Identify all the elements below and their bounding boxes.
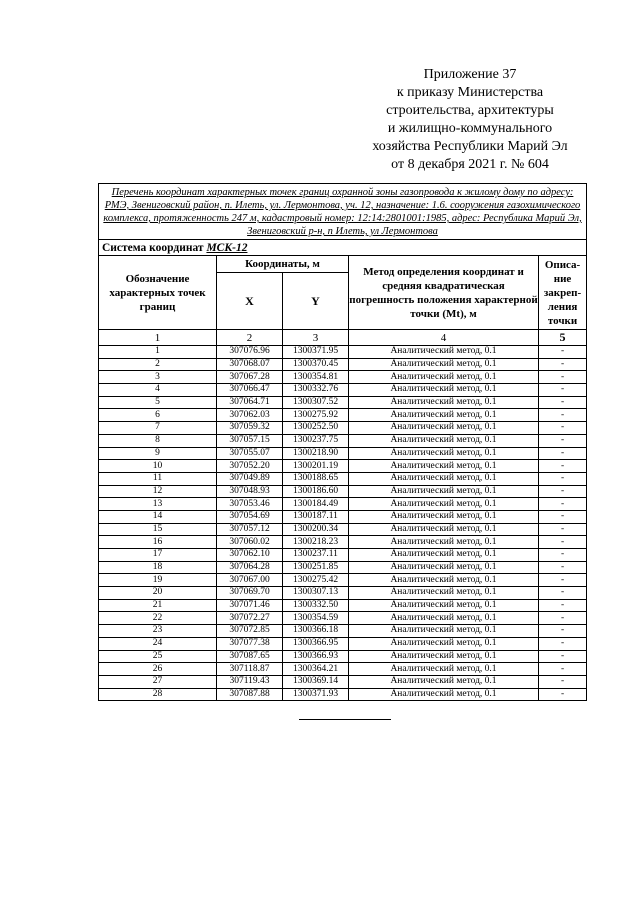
y-coordinate-cell: 1300251.85 xyxy=(283,561,349,574)
method-cell: Аналитический метод, 0.1 xyxy=(349,472,539,485)
column-number: 5 xyxy=(539,330,587,346)
table-row xyxy=(99,574,587,587)
x-coordinate-cell: 307066.47 xyxy=(217,384,283,397)
point-number-cell: 11 xyxy=(99,472,217,485)
coordinate-system-label: Система координат xyxy=(102,241,204,254)
x-coordinate-cell: 307057.12 xyxy=(217,523,283,536)
point-number-cell: 5 xyxy=(99,396,217,409)
table-row xyxy=(99,587,587,600)
method-cell: Аналитический метод, 0.1 xyxy=(349,346,539,359)
table-row xyxy=(99,536,587,549)
coordinate-system-name: МСК-12 xyxy=(206,241,248,254)
table-row xyxy=(99,409,587,422)
description-cell: - xyxy=(539,675,587,688)
description-cell: - xyxy=(539,561,587,574)
table-row xyxy=(99,523,587,536)
table-row xyxy=(99,561,587,574)
method-cell: Аналитический метод, 0.1 xyxy=(349,536,539,549)
y-coordinate-cell: 1300354.81 xyxy=(283,371,349,384)
method-cell: Аналитический метод, 0.1 xyxy=(349,485,539,498)
point-number-cell: 10 xyxy=(99,460,217,473)
header-description: Описа-ние закреп-ления точки xyxy=(539,256,587,330)
description-cell: - xyxy=(539,510,587,523)
description-cell: - xyxy=(539,536,587,549)
y-coordinate-cell: 1300364.21 xyxy=(283,663,349,676)
table-row xyxy=(99,447,587,460)
method-cell: Аналитический метод, 0.1 xyxy=(349,409,539,422)
point-number-cell: 8 xyxy=(99,434,217,447)
point-number-cell: 14 xyxy=(99,510,217,523)
table-row xyxy=(99,346,587,359)
separator-line xyxy=(299,719,391,720)
table-row xyxy=(99,422,587,435)
table-row xyxy=(99,599,587,612)
table-row xyxy=(99,688,587,701)
header-point: Обозначение характерных точек границ xyxy=(99,256,217,330)
header-coords: Координаты, м xyxy=(217,256,349,273)
table-row xyxy=(99,384,587,397)
description-cell: - xyxy=(539,358,587,371)
description-cell: - xyxy=(539,549,587,562)
y-coordinate-cell: 1300371.93 xyxy=(283,688,349,701)
appendix-line: хозяйства Республики Марий Эл xyxy=(372,139,568,154)
method-cell: Аналитический метод, 0.1 xyxy=(349,549,539,562)
x-coordinate-cell: 307055.07 xyxy=(217,447,283,460)
method-cell: Аналитический метод, 0.1 xyxy=(349,663,539,676)
x-coordinate-cell: 307049.89 xyxy=(217,472,283,485)
point-number-cell: 18 xyxy=(99,561,217,574)
table-row xyxy=(99,498,587,511)
point-number-cell: 6 xyxy=(99,409,217,422)
x-coordinate-cell: 307060.02 xyxy=(217,536,283,549)
point-number-cell: 28 xyxy=(99,688,217,701)
y-coordinate-cell: 1300366.95 xyxy=(283,637,349,650)
y-coordinate-cell: 1300186.60 xyxy=(283,485,349,498)
x-coordinate-cell: 307087.88 xyxy=(217,688,283,701)
point-number-cell: 3 xyxy=(99,371,217,384)
y-coordinate-cell: 1300237.75 xyxy=(283,434,349,447)
x-coordinate-cell: 307062.03 xyxy=(217,409,283,422)
method-cell: Аналитический метод, 0.1 xyxy=(349,650,539,663)
description-cell: - xyxy=(539,422,587,435)
column-number: 4 xyxy=(349,330,539,346)
point-number-cell: 15 xyxy=(99,523,217,536)
appendix-line: строительства, архитектуры xyxy=(386,103,554,118)
description-cell: - xyxy=(539,625,587,638)
table-row xyxy=(99,625,587,638)
description-cell: - xyxy=(539,384,587,397)
description-cell: - xyxy=(539,485,587,498)
y-coordinate-cell: 1300366.18 xyxy=(283,625,349,638)
x-coordinate-cell: 307068.07 xyxy=(217,358,283,371)
header-y: Y xyxy=(283,273,349,330)
y-coordinate-cell: 1300184.49 xyxy=(283,498,349,511)
y-coordinate-cell: 1300237.11 xyxy=(283,549,349,562)
x-coordinate-cell: 307076.96 xyxy=(217,346,283,359)
description-cell: - xyxy=(539,599,587,612)
table-row xyxy=(99,485,587,498)
description-cell: - xyxy=(539,650,587,663)
method-cell: Аналитический метод, 0.1 xyxy=(349,688,539,701)
method-cell: Аналитический метод, 0.1 xyxy=(349,637,539,650)
method-cell: Аналитический метод, 0.1 xyxy=(349,358,539,371)
method-cell: Аналитический метод, 0.1 xyxy=(349,498,539,511)
appendix-header xyxy=(340,66,600,174)
table-row xyxy=(99,549,587,562)
table-caption: Перечень координат характерных точек границ охранной зоны газопровода к жилому дому по адресу: РМЭ, Звениговский район, п. Илеть, ул. Лермонтова, уч. 12, назначение: 1.6. сооружения газохимического комплекса, протяженность 247 м, кадастровый номер: 12:14:2801001:1985, адрес: Республика Марий Эл, Звениговский р-н, п Илеть, ул Лермонтова xyxy=(99,184,587,240)
description-cell: - xyxy=(539,523,587,536)
appendix-line: к приказу Министерства xyxy=(396,85,544,100)
method-cell: Аналитический метод, 0.1 xyxy=(349,447,539,460)
table-row xyxy=(99,675,587,688)
table-row xyxy=(99,358,587,371)
point-number-cell: 16 xyxy=(99,536,217,549)
point-number-cell: 26 xyxy=(99,663,217,676)
table-row xyxy=(99,460,587,473)
method-cell: Аналитический метод, 0.1 xyxy=(349,561,539,574)
coordinates-table xyxy=(98,183,587,701)
x-coordinate-cell: 307118.87 xyxy=(217,663,283,676)
table-body xyxy=(99,346,587,701)
y-coordinate-cell: 1300370.45 xyxy=(283,358,349,371)
method-cell: Аналитический метод, 0.1 xyxy=(349,523,539,536)
appendix-line: Приложение 37 xyxy=(423,67,517,82)
point-number-cell: 20 xyxy=(99,587,217,600)
point-number-cell: 13 xyxy=(99,498,217,511)
description-cell: - xyxy=(539,371,587,384)
x-coordinate-cell: 307087.65 xyxy=(217,650,283,663)
point-number-cell: 1 xyxy=(99,346,217,359)
method-cell: Аналитический метод, 0.1 xyxy=(349,574,539,587)
x-coordinate-cell: 307053.46 xyxy=(217,498,283,511)
y-coordinate-cell: 1300252.50 xyxy=(283,422,349,435)
x-coordinate-cell: 307069.70 xyxy=(217,587,283,600)
coordinate-system xyxy=(99,240,587,256)
appendix-line: от 8 декабря 2021 г. № 604 xyxy=(391,157,549,172)
description-cell: - xyxy=(539,612,587,625)
point-number-cell: 4 xyxy=(99,384,217,397)
point-number-cell: 2 xyxy=(99,358,217,371)
point-number-cell: 12 xyxy=(99,485,217,498)
method-cell: Аналитический метод, 0.1 xyxy=(349,599,539,612)
x-coordinate-cell: 307062.10 xyxy=(217,549,283,562)
method-cell: Аналитический метод, 0.1 xyxy=(349,460,539,473)
table-row xyxy=(99,650,587,663)
description-cell: - xyxy=(539,587,587,600)
x-coordinate-cell: 307077.38 xyxy=(217,637,283,650)
x-coordinate-cell: 307071.46 xyxy=(217,599,283,612)
y-coordinate-cell: 1300218.23 xyxy=(283,536,349,549)
y-coordinate-cell: 1300201.19 xyxy=(283,460,349,473)
description-cell: - xyxy=(539,688,587,701)
point-number-cell: 23 xyxy=(99,625,217,638)
method-cell: Аналитический метод, 0.1 xyxy=(349,396,539,409)
method-cell: Аналитический метод, 0.1 xyxy=(349,422,539,435)
x-coordinate-cell: 307072.27 xyxy=(217,612,283,625)
y-coordinate-cell: 1300307.13 xyxy=(283,587,349,600)
y-coordinate-cell: 1300307.52 xyxy=(283,396,349,409)
column-number: 1 xyxy=(99,330,217,346)
description-cell: - xyxy=(539,346,587,359)
x-coordinate-cell: 307057.15 xyxy=(217,434,283,447)
y-coordinate-cell: 1300332.76 xyxy=(283,384,349,397)
table-row xyxy=(99,612,587,625)
point-number-cell: 24 xyxy=(99,637,217,650)
point-number-cell: 22 xyxy=(99,612,217,625)
table-row xyxy=(99,396,587,409)
description-cell: - xyxy=(539,498,587,511)
x-coordinate-cell: 307072.85 xyxy=(217,625,283,638)
description-cell: - xyxy=(539,637,587,650)
description-cell: - xyxy=(539,574,587,587)
method-cell: Аналитический метод, 0.1 xyxy=(349,612,539,625)
method-cell: Аналитический метод, 0.1 xyxy=(349,371,539,384)
x-coordinate-cell: 307048.93 xyxy=(217,485,283,498)
description-cell: - xyxy=(539,396,587,409)
x-coordinate-cell: 307052.20 xyxy=(217,460,283,473)
appendix-line: и жилищно-коммунального xyxy=(387,121,553,136)
y-coordinate-cell: 1300188.65 xyxy=(283,472,349,485)
method-cell: Аналитический метод, 0.1 xyxy=(349,510,539,523)
y-coordinate-cell: 1300366.93 xyxy=(283,650,349,663)
table-row xyxy=(99,510,587,523)
y-coordinate-cell: 1300354.59 xyxy=(283,612,349,625)
x-coordinate-cell: 307119.43 xyxy=(217,675,283,688)
y-coordinate-cell: 1300275.42 xyxy=(283,574,349,587)
y-coordinate-cell: 1300187.11 xyxy=(283,510,349,523)
x-coordinate-cell: 307064.71 xyxy=(217,396,283,409)
description-cell: - xyxy=(539,409,587,422)
point-number-cell: 27 xyxy=(99,675,217,688)
coordinates-sheet xyxy=(98,183,586,701)
x-coordinate-cell: 307054.69 xyxy=(217,510,283,523)
point-number-cell: 25 xyxy=(99,650,217,663)
method-cell: Аналитический метод, 0.1 xyxy=(349,434,539,447)
table-row xyxy=(99,663,587,676)
x-coordinate-cell: 307059.32 xyxy=(217,422,283,435)
header-method: Метод определения координат и средняя квадратическая погрешность положения характерной точки (Mt), м xyxy=(349,256,539,330)
description-cell: - xyxy=(539,447,587,460)
y-coordinate-cell: 1300371.95 xyxy=(283,346,349,359)
table-row xyxy=(99,472,587,485)
method-cell: Аналитический метод, 0.1 xyxy=(349,384,539,397)
description-cell: - xyxy=(539,472,587,485)
point-number-cell: 9 xyxy=(99,447,217,460)
y-coordinate-cell: 1300200.34 xyxy=(283,523,349,536)
x-coordinate-cell: 307067.00 xyxy=(217,574,283,587)
table-row xyxy=(99,637,587,650)
description-cell: - xyxy=(539,434,587,447)
table-row xyxy=(99,371,587,384)
point-number-cell: 7 xyxy=(99,422,217,435)
y-coordinate-cell: 1300218.90 xyxy=(283,447,349,460)
point-number-cell: 17 xyxy=(99,549,217,562)
x-coordinate-cell: 307067.28 xyxy=(217,371,283,384)
point-number-cell: 19 xyxy=(99,574,217,587)
method-cell: Аналитический метод, 0.1 xyxy=(349,625,539,638)
x-coordinate-cell: 307064.28 xyxy=(217,561,283,574)
description-cell: - xyxy=(539,460,587,473)
method-cell: Аналитический метод, 0.1 xyxy=(349,587,539,600)
column-number: 2 xyxy=(217,330,283,346)
y-coordinate-cell: 1300275.92 xyxy=(283,409,349,422)
y-coordinate-cell: 1300369.14 xyxy=(283,675,349,688)
column-numbers-row xyxy=(99,330,587,346)
header-x: X xyxy=(217,273,283,330)
method-cell: Аналитический метод, 0.1 xyxy=(349,675,539,688)
column-number: 3 xyxy=(283,330,349,346)
y-coordinate-cell: 1300332.50 xyxy=(283,599,349,612)
description-cell: - xyxy=(539,663,587,676)
point-number-cell: 21 xyxy=(99,599,217,612)
table-row xyxy=(99,434,587,447)
